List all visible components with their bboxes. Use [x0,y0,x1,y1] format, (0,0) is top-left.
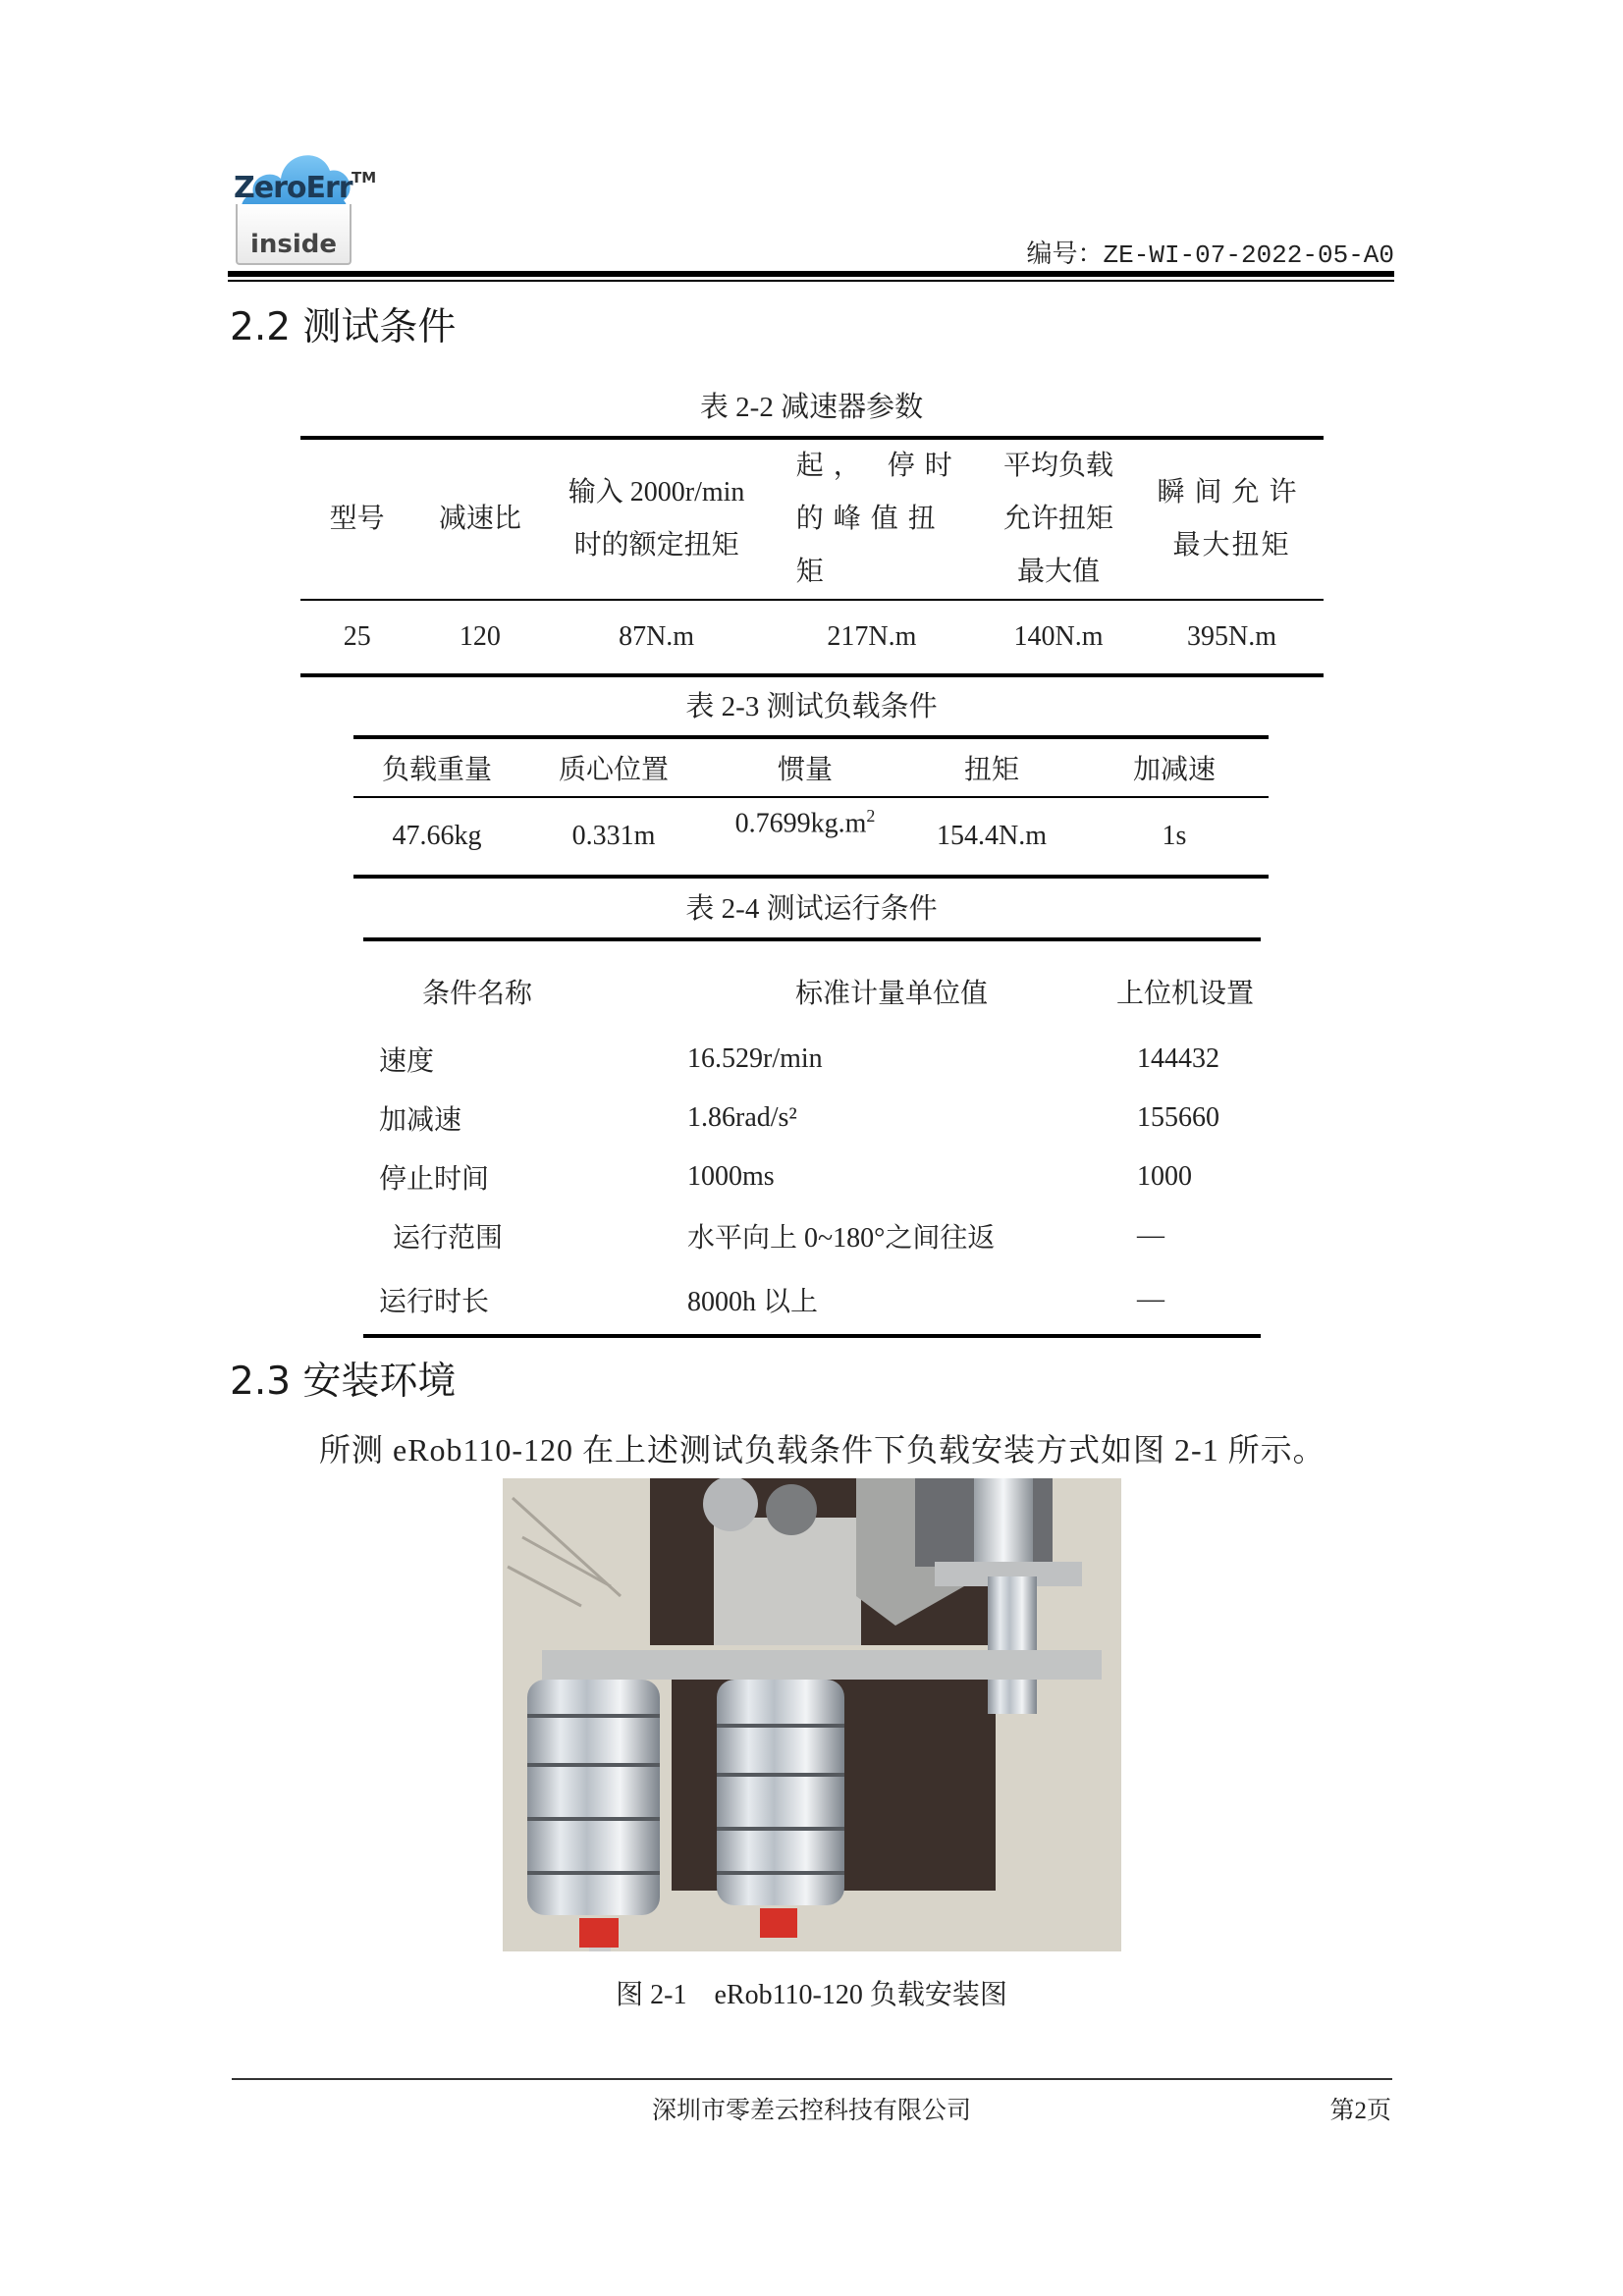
table-row [353,797,1269,877]
cell-host-setting: — [1137,1284,1164,1314]
table-row [300,600,1324,675]
header-cell-model [300,438,413,600]
header-line: 平均负载 [1003,451,1114,481]
inertia-superscript: 2 [866,806,876,826]
document-number: 编号：ZE-WI-07-2022-05-A0 [1026,240,1394,270]
table-row [363,1206,1261,1265]
table-header-row [300,438,1324,600]
cell-standard-value: 1000ms [687,1161,775,1192]
cell-standard-value: 8000h 以上 [687,1287,819,1317]
header-line: 的峰值扭 [795,504,946,534]
header-rule-thin [228,280,1394,282]
cell-condition-name: 加减速 [379,1105,462,1136]
table-header-row [363,939,1261,1030]
header-line: 允许扭矩 [1003,504,1114,534]
header-cell-ratio [413,438,546,600]
table-row [363,1265,1261,1336]
cell-host-setting: 144432 [1137,1043,1219,1074]
test-load-conditions-table [353,735,1269,879]
cell-condition-name: 运行范围 [393,1223,504,1254]
header-cell-rated-torque [546,438,766,600]
table-row [363,1030,1261,1089]
logo-inside-box [236,204,352,265]
section-title-2-3: 2.3 安装环境 [230,1360,457,1404]
load-installation-photo [503,1478,1121,1951]
left-shaft [589,1948,611,1951]
cell-centroid: 0.331m [571,821,656,851]
header-cell-accel: 加减速 [1132,755,1216,785]
logo-brand-text: ZeroErr [234,171,352,205]
table-2-2-caption: 表 2-2 减速器参数 [699,392,924,423]
header-cell-torque: 扭矩 [963,755,1019,785]
header-line: 最大扭矩 [1172,530,1291,561]
table-2-3-caption: 表 2-3 测试负载条件 [685,691,938,722]
table-2-4-caption: 表 2-4 测试运行条件 [685,893,938,925]
table-row [363,1089,1261,1148]
footer-company-name: 深圳市零差云控科技有限公司 [651,2098,971,2124]
logo-inside-text: inside [249,230,338,259]
section-title-2-2: 2.2 测试条件 [230,305,457,349]
cell-model: 25 [343,621,371,652]
cell-peak-torque: 217N.m [827,621,917,652]
cell-instant-max-torque: 395N.m [1187,621,1277,652]
cell-torque: 154.4N.m [937,821,1047,851]
figure-2-1-caption: 图 2-1 eRob110-120 负载安装图 [616,1980,1007,2010]
header-line: 减速比 [438,504,521,534]
header-cell-centroid: 质心位置 [558,755,669,785]
header-line: 瞬间允许 [1157,477,1307,507]
header-cell-load-weight: 负载重量 [381,755,492,785]
cell-standard-value: 水平向上 0~180°之间往返 [687,1223,996,1254]
cell-host-setting: 155660 [1137,1102,1219,1133]
header-line: 时的额定扭矩 [573,530,739,561]
header-cell-standard-value: 标准计量单位值 [794,979,988,1009]
header-cell-inertia: 惯量 [777,755,833,785]
reducer-parameters-table [300,436,1324,677]
cell-avg-load-torque: 140N.m [1013,621,1104,652]
table-header-row [353,737,1269,797]
header-cell-peak-torque [767,438,977,600]
footer-rule [232,2078,1392,2080]
cell-ratio: 120 [459,621,501,652]
header-line: 输入 2000r/min [568,477,745,507]
header-cell-instant-max-torque [1140,438,1324,600]
test-run-conditions-table [363,937,1261,1338]
header-cell-condition-name: 条件名称 [422,979,533,1009]
installation-paragraph: 所测 eRob110-120 在上述测试负载条件下负载安装方式如图 2-1 所示。 [319,1432,1325,1468]
header-line: 最大值 [1017,557,1101,587]
header-line: 起， 停时 [795,451,962,481]
cell-standard-value: 16.529r/min [687,1043,823,1074]
cell-condition-name: 运行时长 [379,1287,490,1317]
cell-load-weight: 47.66kg [392,821,482,851]
page-number: 第2页 [1329,2098,1391,2124]
load-mass-right [717,1680,844,1938]
cell-standard-value: 1.86rad/s² [687,1102,797,1133]
load-mass-left [527,1680,660,1948]
header-cell-host-setting: 上位机设置 [1115,979,1254,1009]
photo-illustration [503,1478,1121,1951]
trademark-mark: TM [352,169,377,187]
cell-host-setting: — [1137,1220,1164,1251]
header-line: 矩 [795,557,834,587]
cell-host-setting: 1000 [1137,1161,1192,1192]
header-line: 型号 [329,504,385,534]
inertia-value: 0.7699kg.m [734,808,867,839]
company-logo [232,141,389,269]
table-row [363,1148,1261,1206]
cell-inertia [707,797,903,877]
cell-condition-name: 速度 [379,1046,435,1077]
header-cell-avg-load-torque [977,438,1140,600]
cell-accel: 1s [1162,821,1187,851]
header-rule [228,271,1394,277]
cell-condition-name: 停止时间 [379,1164,490,1195]
cell-rated-torque: 87N.m [619,621,695,652]
